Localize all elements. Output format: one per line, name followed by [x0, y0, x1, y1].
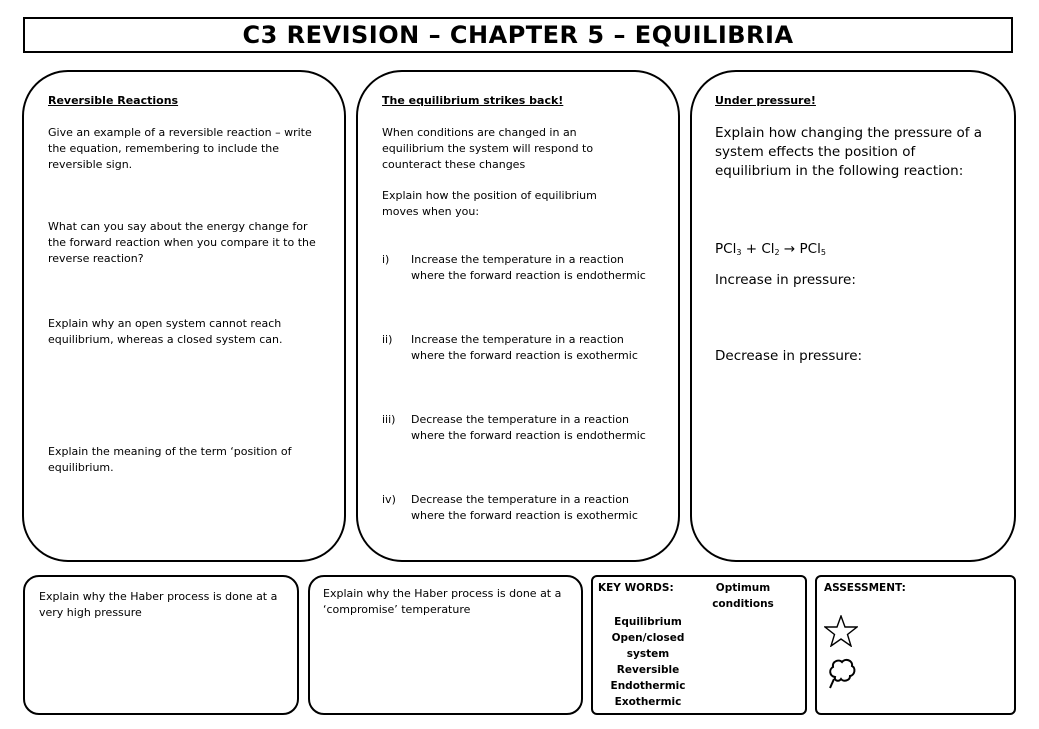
- key-word-optimum: Optimum conditions: [712, 582, 774, 610]
- list-text: Increase the temperature in a reaction where the forward reaction is exothermic: [411, 333, 638, 362]
- question-text: Explain the meaning of the term ‘position of equilibrium.: [48, 445, 292, 474]
- prompt-text: Explain how the position of equilibrium moves when you:: [382, 189, 597, 218]
- reversible-reactions-panel: [22, 70, 346, 562]
- list-text: Decrease the temperature in a reaction where the forward reaction is exothermic: [411, 493, 638, 522]
- question-text: Give an example of a reversible reaction – write the equation, remembering to include the reversible sign.: [48, 126, 312, 171]
- equation-part: + Cl: [741, 241, 775, 257]
- haber-pressure-box: [23, 575, 299, 715]
- list-text: Decrease the temperature in a reaction where the forward reaction is endothermic: [411, 413, 646, 442]
- key-word: Open/closed system: [611, 632, 685, 660]
- key-words-box: [591, 575, 807, 715]
- increase-label: Increase in pressure:: [715, 272, 856, 288]
- title-bar: [23, 17, 1013, 53]
- arrow-icon: →: [779, 241, 800, 257]
- question-text: Explain why an open system cannot reach equilibrium, whereas a closed system can.: [48, 317, 283, 346]
- list-text: Increase the temperature in a reaction where the forward reaction is endothermic: [411, 253, 646, 282]
- key-word: Endothermic: [610, 680, 686, 692]
- equation-subscript: 3: [736, 248, 742, 257]
- equation-part: PCl: [799, 241, 821, 257]
- intro-text: When conditions are changed in an equilibrium the system will respond to counteract these changes: [382, 126, 594, 171]
- star-icon: [824, 615, 858, 647]
- page-title: C3 REVISION – CHAPTER 5 – EQUILIBRIA: [242, 21, 794, 49]
- panel-heading: Reversible Reactions: [48, 94, 179, 107]
- list-number: ii): [382, 333, 393, 346]
- reaction-equation: [715, 240, 987, 259]
- under-pressure-panel: [690, 70, 1016, 562]
- equilibrium-strikes-back-panel: [356, 70, 680, 562]
- assessment-box: [815, 575, 1016, 715]
- question-text: Explain why the Haber process is done at a ‘compromise’ temperature: [323, 587, 562, 616]
- list-number: iii): [382, 413, 396, 426]
- key-word: Exothermic: [614, 696, 682, 708]
- equation-part: PCl: [715, 241, 737, 257]
- equation-subscript: 5: [820, 248, 826, 257]
- key-word: Equilibrium: [614, 616, 682, 628]
- equation-subscript: 2: [774, 248, 780, 257]
- question-text: Explain why the Haber process is done at a very high pressure: [39, 590, 278, 619]
- haber-temperature-box: [308, 575, 583, 715]
- key-words-label: KEY WORDS:: [598, 582, 674, 594]
- intro-text: Explain how changing the pressure of a system effects the position of equilibrium in the following reaction:: [715, 125, 983, 179]
- panel-heading: Under pressure!: [715, 94, 816, 107]
- thought-bubble-icon: [826, 657, 856, 691]
- key-word: Reversible: [616, 664, 680, 676]
- assessment-label: ASSESSMENT:: [824, 582, 906, 594]
- list-number: i): [382, 253, 390, 266]
- panel-heading: The equilibrium strikes back!: [382, 94, 564, 107]
- list-number: iv): [382, 493, 396, 506]
- decrease-label: Decrease in pressure:: [715, 348, 863, 364]
- question-text: What can you say about the energy change for the forward reaction when you compare it to the reverse reaction?: [48, 220, 316, 265]
